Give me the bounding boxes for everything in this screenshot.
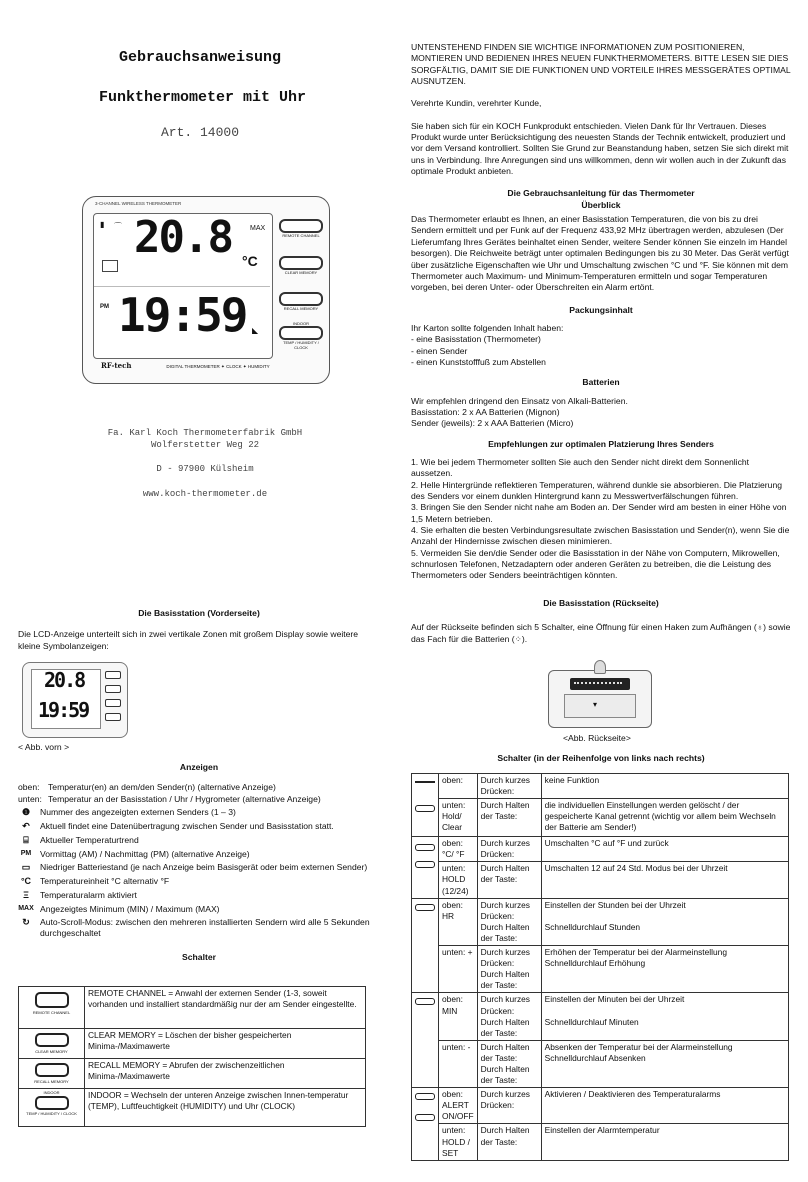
switch-name: INDOOR: [88, 1090, 122, 1100]
channel-icon: ▮: [100, 220, 105, 229]
row-action: Durch kurzes Drücken: Durch Halten der Taste:: [477, 898, 541, 945]
switch-desc: = Abrufen der zwischenzeitlichen Minima-/Maximawerte: [88, 1060, 285, 1082]
heading-pack: Packungsinhalt: [569, 304, 633, 315]
row-position: unten: -: [439, 1040, 478, 1087]
company-web[interactable]: www.koch-thermometer.de: [142, 489, 268, 500]
unten-text: Temperatur an der Basisstation / Uhr / Hygrometer (alternative Anzeige): [48, 793, 321, 804]
celsius-icon: °C: [20, 875, 32, 886]
row-action: Durch kurzes Drücken:: [477, 1088, 541, 1124]
row-position: oben: °C/ °F: [439, 837, 478, 862]
hook-hole-icon: [594, 660, 606, 674]
row-position: unten: HOLD / SET: [439, 1124, 478, 1160]
row-result: Einstellen der Stunden bei der Uhrzeit Schnelldurchlauf Stunden: [541, 898, 788, 945]
left-bottom-column: [18, 608, 380, 652]
indicator-item: [18, 904, 380, 915]
front-intro: Die LCD-Anzeige unterteilt sich in zwei vertikale Zonen mit großem Display sowie weitere kleine Symbolanzeigen:: [18, 629, 359, 651]
greeting: Verehrte Kundin, verehrter Kunde,: [411, 98, 542, 109]
heading-batteries: Batterien: [582, 377, 620, 388]
switch-name: CLEAR MEMORY: [88, 1030, 156, 1040]
switch-icon: [415, 904, 435, 911]
indicator-text: Temperaturalarm aktiviert: [40, 889, 137, 900]
row-result: Absenken der Temperatur bei der Alarmeinstellung Schnelldurchlauf Absenken: [541, 1040, 788, 1087]
switch-icon-cell: [19, 1089, 85, 1127]
rec-2: 2. Helle Hintergründe reflektieren Temperaturen, während dunkle sie absorbieren. Die Platzierung des Senders vor einem dunklen Hintergrund kann zu Messwertverfälschungen führen.: [411, 479, 783, 501]
switch-button-icon: [35, 992, 69, 1008]
intro-caps: UNTENSTEHEND FINDEN SIE WICHTIGE INFORMATIONEN ZUM POSITIONIEREN, MONTIEREN UND BEDIENEN IHRES NEUEN FUNKTHERMOMETERS. BITTE LESEN SIE DIES SORGFÄLTIG, DAMIT SIE DIE FUNKTIONEN UND VORTEILE IHRES MESSGERÄTES OPTIMAL AUSNUTZEN.: [411, 42, 791, 87]
row-action: Durch kurzes Drücken: Durch Halten der Taste:: [477, 993, 541, 1040]
row-position: oben: HR: [439, 898, 478, 945]
trend-icon: ⌸: [23, 834, 29, 845]
thanks-text: Sie haben sich für ein KOCH Funkprodukt entschieden. Vielen Dank für Ihr Vertrauen. Dieses Produkt wurde unter Berücksichtigung des neuesten Stands der Technik entwickelt, produziert und vor dem Versand kontrolliert. Sollten Sie Grund zur Beanstandung haben, setzen Sie sich direkt mit uns in Verbindung. Ihre Anregungen sind uns willkommen, denn wir wollen auch in der Zukunft das optimale Produkt anbieten.: [411, 120, 789, 177]
battery-3: Sender (jeweils): 2 x AAA Batterien (Micro): [411, 418, 574, 429]
hook-icon: ♁: [756, 622, 764, 633]
oben-label: oben:: [18, 782, 40, 793]
indicator-item: [18, 890, 380, 902]
back-caption: <Abb. Rückseite>: [563, 733, 631, 743]
row-position: unten: +: [439, 946, 478, 993]
switch-name: RECALL MEMORY: [88, 1060, 160, 1070]
switch-caption: CLEAR MEMORY: [35, 1049, 68, 1054]
table-row: [19, 1059, 366, 1089]
indicator-item: [18, 821, 380, 833]
transmission-icon: ↶: [22, 820, 30, 831]
row-action: Durch kurzes Drücken: Durch Halten der Taste:: [477, 946, 541, 993]
table-row: [19, 987, 366, 1029]
row-position: oben: ALERT ON/OFF: [439, 1088, 478, 1124]
row-result: Einstellen der Alarmtemperatur: [541, 1124, 788, 1160]
battery-cover: [564, 694, 636, 718]
device-lcd: [93, 213, 273, 359]
row-result: die individuellen Einstellungen werden gelöscht / der gespeicherte Kanal getrennt (wichtig vor allem beim Wechseln der Batterie am Sender!): [541, 799, 788, 837]
pack-item-1: - eine Basisstation (Thermometer): [411, 334, 541, 345]
switch-caption: TEMP / HUMIDITY / CLOCK: [26, 1111, 77, 1117]
switch-icon: [415, 1114, 435, 1121]
battery-cover-icon: ▾: [593, 700, 598, 709]
table-row: [412, 946, 789, 993]
heading-switches: Schalter: [182, 951, 216, 962]
switch-icon: [415, 998, 435, 1005]
front-temp: 20.8: [44, 668, 85, 692]
indicator-item: [18, 876, 380, 888]
unten-label: unten:: [18, 793, 42, 804]
front-lcd: [31, 669, 101, 729]
indicators-section: [18, 762, 380, 963]
row-action: Durch Halten der Taste:: [477, 799, 541, 837]
switch-button-icon: [35, 1033, 69, 1047]
switch-desc: = Wechseln der unteren Anzeige zwischen Innen-temperatur (TEMP), Luftfeuchtigkeit (HUMIDITY) und Uhr (CLOCK): [88, 1090, 349, 1112]
device-illustration: [82, 196, 330, 384]
indicator-item: [18, 849, 380, 860]
autoscroll-icon: ↻: [22, 916, 30, 927]
switch-button-icon: [35, 1096, 69, 1110]
row-action: Durch Halten der Taste:: [477, 1124, 541, 1160]
battery-1: Wir empfehlen dringend den Einsatz von Alkali-Batterien.: [411, 395, 628, 406]
row-result: Aktivieren / Deaktivieren des Temperaturalarms: [541, 1088, 788, 1124]
heading-manual: Die Gebrauchsanleitung für das Thermometer: [507, 188, 695, 199]
article-number: Art. 14000: [160, 125, 239, 140]
device-max: MAX: [250, 225, 266, 232]
switch-desc-cell: [85, 987, 366, 1029]
switch-desc-cell: [85, 1089, 366, 1127]
pack-item-3: - einen Kunststofffuß zum Abstellen: [411, 356, 546, 367]
battery-icon: ▭: [21, 862, 31, 872]
row-position: unten: HOLD (12/24): [439, 862, 478, 898]
table-row: [19, 1029, 366, 1059]
device-b4-sub: TEMP / HUMIDITY / CLOCK: [283, 340, 319, 351]
device-buttons: [279, 219, 323, 351]
front-caption: < Abb. vorn >: [18, 742, 70, 752]
indicator-text: Nummer des angezeigten externen Senders (1 – 3): [40, 807, 236, 818]
heading-indicators: Anzeigen: [179, 762, 219, 772]
switch-desc-cell: [85, 1059, 366, 1089]
back-intro-2: ) sowie das Fach für die Batterien (: [411, 622, 791, 644]
signal-icon: ⌒: [114, 222, 122, 231]
row-result: Umschalten 12 auf 24 Std. Modus bei der Uhrzeit: [541, 862, 788, 898]
device-unit: °C: [242, 253, 258, 269]
device-b1-label: REMOTE CHANNEL: [282, 233, 320, 238]
indicator-list: [18, 807, 380, 940]
clear-memory-button-img: [279, 256, 323, 270]
company-city: D - 97900 Külsheim: [156, 464, 254, 475]
overview-text: Das Thermometer erlaubt es Ihnen, an einer Basisstation Temperaturen, die von bis zu drei Sendern ermittelt und per Funk auf der Frequenz 433,92 MHz übertragen werden, abzulesen (Der Lieferumfang Ihres Gerätes beinhaltet einen Sender, weitere Sender können Sie einzeln im Handel besorgen). Die Reichweite beträgt unter optimalen Bedingungen bis zu 30 Meter. Das Gerät verfügt über zusätzliche Eigenschaften wie Uhr und Umschaltung zwischen °C und °F. Sie können mit dem Thermometer auch Maximum- und Minimum-Temperaturen ermitteln und sogar Temperaturen vorgeben, bei deren Unter- oder Überschreiten ein Alarm ertönt.: [411, 214, 789, 293]
row-position: oben:: [439, 774, 478, 799]
table-row: [412, 837, 789, 862]
doc-title: Gebrauchsanweisung: [118, 49, 282, 66]
doc-subtitle: Funkthermometer mit Uhr: [98, 89, 307, 106]
company-name: Fa. Karl Koch Thermometerfabrik GmbH: [107, 428, 303, 438]
device-b3-label: RECALL MEMORY: [283, 305, 319, 311]
front-btn-4: [105, 713, 121, 721]
row-result: Umschalten °C auf °F und zurück: [541, 837, 788, 862]
row-action: Durch kurzes Drücken:: [477, 837, 541, 862]
indicator-text: Auto-Scroll-Modus: zwischen den mehreren installierten Sendern wird alle 5 Sekunden durchgeschaltet: [40, 916, 370, 939]
alarm-icon: Ξ: [23, 889, 29, 900]
row-action: Durch kurzes Drücken:: [477, 774, 541, 799]
oben-text: Temperatur(en) an dem/den Sender(n) (alternative Anzeige): [48, 782, 276, 793]
indicator-item: [18, 807, 380, 819]
back-switch-table: [411, 773, 789, 1161]
switch-name: REMOTE CHANNEL: [88, 988, 166, 998]
heading-back: Die Basisstation (Rückseite): [543, 598, 659, 608]
indicator-text: Angezeigtes Minimum (MIN) / Maximum (MAX): [40, 903, 220, 914]
back-switch-dots: [574, 682, 622, 686]
switch-icon-cell: [412, 837, 439, 898]
table-row: [412, 898, 789, 945]
table-row: [412, 799, 789, 837]
row-position: oben: MIN: [439, 993, 478, 1040]
indicator-item: [18, 862, 380, 874]
battery-compartment-icon: ⁘: [514, 633, 522, 644]
device-pm: PM: [100, 304, 109, 310]
pack-intro: Ihr Karton sollte folgenden Inhalt haben:: [411, 322, 564, 333]
device-b4-label: INDOOR: [293, 320, 309, 326]
switch-icon-cell: [412, 1088, 439, 1161]
switch-icon: [415, 861, 435, 868]
table-row: [412, 862, 789, 898]
switch-icon-cell: [19, 1029, 85, 1059]
rec-1: 1. Wie bei jedem Thermometer sollten Sie auch den Sender nicht direkt dem Sonnenlicht aussetzen.: [411, 456, 750, 479]
heading-overview: Überblick: [581, 199, 621, 210]
device-header: 3-CHANNEL WIRELESS THERMOMETER: [95, 201, 182, 206]
table-row: [19, 1089, 366, 1127]
switch-icon-cell: [19, 1059, 85, 1089]
indoor-button-img: [279, 326, 323, 340]
switch-desc: = Anwahl der externen Sender (1-3, soweit vorhanden und installiert standardmäßig nur der am Sender eingestellte.: [88, 988, 357, 1010]
device-footer: DIGITAL THERMOMETER ✦ CLOCK ✦ HUMIDITY: [166, 364, 270, 369]
switch-desc: = Löschen der bisher gespeicherten Minima-/Maximawerte: [88, 1030, 292, 1052]
device-brand: RF-tech: [101, 361, 132, 370]
remote-channel-button-img: [279, 219, 323, 233]
indicator-text: Vormittag (AM) / Nachmittag (PM) (alternative Anzeige): [40, 848, 250, 859]
device-time: 19:59: [118, 288, 247, 342]
max-icon: MAX: [18, 904, 34, 912]
front-btn-2: [105, 685, 121, 693]
indicator-text: Aktueller Temperaturtrend: [40, 834, 139, 845]
unten-row: [18, 794, 380, 805]
switch-icon: [415, 805, 435, 812]
indicator-text: Aktuell findet eine Datenübertragung zwischen Sender und Basisstation statt.: [40, 820, 334, 831]
switch-caption: RECALL MEMORY: [34, 1079, 69, 1084]
table-row: [412, 993, 789, 1040]
trend-icon: [102, 260, 118, 272]
front-btn-3: [105, 699, 121, 707]
table-row: [412, 774, 789, 799]
pack-item-2: - einen Sender: [411, 345, 468, 356]
heading-back-switches: Schalter (in der Reihenfolge von links nach rechts): [497, 753, 705, 763]
oben-row: [18, 782, 380, 793]
heading-front: Die Basisstation (Vorderseite): [138, 608, 260, 618]
indicator-item: [18, 917, 380, 940]
row-action: Durch Halten der Taste:: [477, 862, 541, 898]
rec-4: 4. Sie erhalten die besten Verbindungsresultate zwischen Basisstation und Sender(n), wenn Sie die Anzahl der Hindernisse zwischen diesen minimieren.: [411, 525, 790, 547]
indicator-text: Niedriger Batteriestand (je nach Anzeige beim Basisgerät oder beim externen Sender): [40, 862, 368, 872]
back-device-image: [548, 660, 652, 730]
battery-2: Basisstation: 2 x AA Batterien (Mignon): [411, 406, 560, 417]
right-top-column: [411, 42, 791, 582]
company-street: Wolferstetter Weg 22: [150, 439, 260, 450]
rec-3: 3. Bringen Sie den Sender nicht nahe am Boden an. Der Sender wird am besten in einer Höhe von 1,5 Metern betrieben.: [411, 502, 787, 524]
heading-placement: Empfehlungen zur optimalen Platzierung Ihres Senders: [488, 438, 714, 449]
device-temp: 20.8: [134, 212, 232, 263]
switch-icon-cell: [412, 898, 439, 993]
row-action: Durch Halten der Taste: Durch Halten der Taste:: [477, 1040, 541, 1087]
switch-icon: [415, 844, 435, 851]
lcd-divider: [94, 286, 270, 287]
indicator-item: [18, 835, 380, 847]
rec-5: 5. Vermeiden Sie den/die Sender oder die Basisstation in der Nähe von Computern, Mikrowellen, schnurlosen Telefonen, Netzadaptern oder anderen Geräten zu betreiben, die die Leistung des Thermometers oder Senders beeinträchtigen könnten.: [411, 547, 780, 581]
right-bottom-column: [411, 598, 791, 645]
switch-icon: [415, 1093, 435, 1100]
switch-marker-icon: [415, 781, 435, 783]
switch-desc-cell: [85, 1029, 366, 1059]
back-intro: [411, 622, 791, 645]
row-result: Einstellen der Minuten bei der Uhrzeit Schnelldurchlauf Minuten: [541, 993, 788, 1040]
switch-icon-cell: [412, 993, 439, 1088]
table-row: [412, 1088, 789, 1124]
back-intro-3: ).: [521, 633, 528, 644]
recall-memory-button-img: [279, 292, 323, 306]
channel-number-icon: ❶: [21, 807, 31, 818]
row-position: unten: Hold/ Clear: [439, 799, 478, 837]
switch-icon-cell: [412, 774, 439, 837]
indicator-text: Temperatureinheit °C alternativ °F: [40, 875, 170, 886]
switch-top-caption: INDOOR: [43, 1090, 60, 1095]
row-result: keine Funktion: [541, 774, 788, 799]
front-device-image: [22, 662, 128, 738]
back-intro-1: Auf der Rückseite befinden sich 5 Schalter, eine Öffnung für einen Haken zum Aufhängen (: [411, 622, 757, 633]
switch-icon-cell: [19, 987, 85, 1029]
pm-icon: PM: [20, 849, 32, 857]
device-b2-label: CLEAR MEMORY: [284, 270, 318, 276]
table-row: [412, 1124, 789, 1160]
switch-caption: REMOTE CHANNEL: [32, 1010, 71, 1015]
front-time: 19:59: [38, 698, 89, 722]
bell-icon: ◣: [252, 326, 259, 335]
table-row: [412, 1040, 789, 1087]
row-result: Erhöhen der Temperatur bei der Alarmeinstellung Schnelldurchlauf Erhöhung: [541, 946, 788, 993]
switch-button-icon: [35, 1063, 69, 1077]
front-btn-1: [105, 671, 121, 679]
front-switch-table: [18, 986, 366, 1127]
company-address: [60, 428, 350, 501]
